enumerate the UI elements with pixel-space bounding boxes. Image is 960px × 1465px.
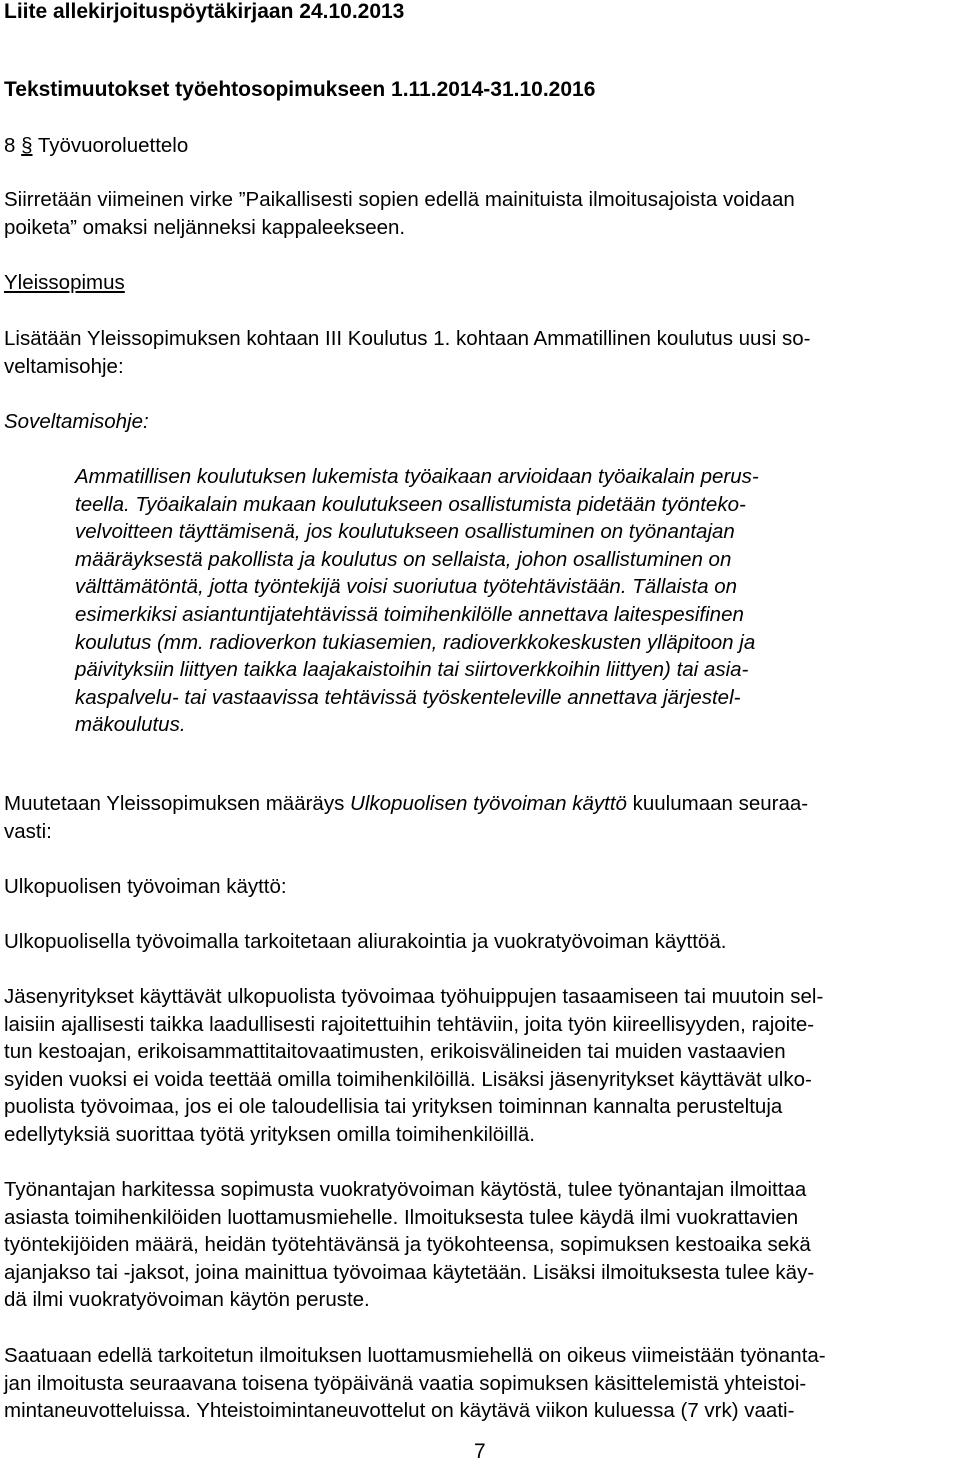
ulkopuolinen-intro — [4, 790, 954, 845]
section-8-paragraph — [4, 186, 954, 241]
guide-line: kaspalvelu- tai vastaavissa tehtävissä työskenteleville annettava järjestel- — [75, 685, 741, 709]
paragraph-line: Saatuaan edellä tarkoitetun ilmoituksen luottamusmiehellä on oikeus viimeistään työnanta- — [4, 1344, 826, 1367]
section-title: Työvuoroluettelo — [32, 134, 189, 157]
guide-line: välttämätöntä, jotta työntekijä voisi suoriutua työtehtävistään. Tällaista on — [75, 575, 738, 599]
ulkopuolinen-paragraph-2 — [4, 1176, 954, 1314]
guide-line: koulutus (mm. radioverkon tukiasemien, radioverkkokeskusten ylläpitoon ja — [75, 630, 756, 654]
intro-text: Muutetaan Yleissopimuksen määräys — [4, 792, 351, 815]
guide-line: velvoitteen täyttämisenä, jos koulutukseen osallistuminen on työnantajan — [75, 520, 735, 544]
paragraph-line: laisiin ajallisesti taikka laadullisesti rajoitettuihin tehtäviin, joita työn kiireellisyyden, rajoite- — [4, 1012, 815, 1036]
yleissopimus-intro — [4, 325, 954, 380]
ulkopuolinen-paragraph-1 — [4, 983, 954, 1149]
paragraph-line: poiketa” omaksi neljänneksi kappaleekseen. — [4, 215, 406, 239]
paragraph-line: mintaneuvotteluissa. Yhteistoimintaneuvottelut on käytävä viikon kuluessa (7 vrk) vaati- — [4, 1399, 795, 1423]
paragraph-line: ajanjakso tai -jaksot, joina mainittua työvoimaa käytetään. Lisäksi ilmoituksesta tulee käy- — [4, 1260, 815, 1284]
guide-line: teella. Työaikalain mukaan koulutukseen osallistumista pidetään työnteko- — [75, 492, 746, 516]
paragraph-line: tun kestoajan, erikoisammattitaitovaatimusten, erikoisvälineiden tai muiden vastaavien — [4, 1040, 786, 1064]
section-8-heading — [4, 132, 188, 160]
page-number: 7 — [474, 1440, 486, 1463]
paragraph-line: Siirretään viimeinen virke ”Paikallisesti sopien edellä mainituista ilmoitusajoista voidaan — [4, 188, 795, 211]
soveltamisohje-text — [75, 463, 885, 739]
paragraph-line: jan ilmoitusta seuraavana toisena työpäivänä vaatia sopimuksen käsittelemistä yhteistoi- — [4, 1371, 807, 1395]
ulkopuolinen-paragraph-3 — [4, 1342, 954, 1425]
guide-line: esimerkiksi asiantuntijatehtävissä toimihenkilölle annettava laitespesifinen — [75, 602, 744, 626]
guide-line: mäkoulutus. — [75, 713, 186, 737]
paragraph-line — [4, 790, 954, 818]
ulkopuolinen-definition: Ulkopuolisella työvoimalla tarkoitetaan aliurakointia ja vuokratyövoiman käyttöä. — [4, 930, 727, 953]
guide-line: määräyksestä pakollista ja koulutus on sellaista, johon osallistuminen on — [75, 547, 732, 571]
paragraph-line: Lisätään Yleissopimuksen kohtaan III Koulutus 1. kohtaan Ammatillinen koulutus uusi so- — [4, 327, 811, 350]
ulkopuolinen-heading: Ulkopuolisen työvoiman käyttö: — [4, 875, 287, 898]
paragraph-line: puolista työvoimaa, jos ei ole taloudellisia tai yrityksen toiminnan kannalta perusteltuja — [4, 1095, 783, 1119]
paragraph-line: Työnantajan harkitessa sopimusta vuokratyövoiman käytöstä, tulee työnantajan ilmoittaa — [4, 1178, 807, 1201]
section-sign: § — [21, 134, 33, 157]
paragraph-line: työntekijöiden määrä, heidän työtehtävänsä ja työkohteensa, sopimuksen kestoaika sekä — [4, 1233, 811, 1257]
guide-line: päivityksiin liittyen taikka laajakaistoihin tai siirtoverkkoihin liittyen) tai asia- — [75, 658, 749, 682]
paragraph-line: veltamisohje: — [4, 354, 124, 378]
section-number: 8 — [4, 134, 22, 157]
paragraph-line: edellytyksiä suorittaa työtä yrityksen omilla toimihenkilöillä. — [4, 1122, 535, 1146]
paragraph-line: asiasta toimihenkilöiden luottamusmiehelle. Ilmoituksesta tulee käydä ilmi vuokrattavien — [4, 1205, 799, 1229]
document-subtitle: Tekstimuutokset työehtosopimukseen 1.11.2014-31.10.2016 — [4, 78, 596, 101]
paragraph-line: dä ilmi vuokratyövoiman käytön peruste. — [4, 1288, 370, 1312]
document-title: Liite allekirjoituspöytäkirjaan 24.10.2013 — [4, 0, 405, 23]
yleissopimus-heading: Yleissopimus — [4, 271, 125, 294]
provision-name: Ulkopuolisen työvoiman käyttö — [350, 792, 627, 815]
paragraph-line: vasti: — [4, 819, 52, 843]
intro-text: kuulumaan seuraa- — [626, 792, 809, 815]
paragraph-line: syiden vuoksi ei voida teettää omilla toimihenkilöillä. Lisäksi jäsenyritykset käyttävät ulko- — [4, 1067, 812, 1091]
paragraph-line: Jäsenyritykset käyttävät ulkopuolista työvoimaa työhuippujen tasaamiseen tai muutoin sel- — [4, 985, 824, 1008]
soveltamisohje-heading: Soveltamisohje: — [4, 410, 149, 433]
guide-line: Ammatillisen koulutuksen lukemista työaikaan arvioidaan työaikalain perus- — [75, 465, 759, 488]
